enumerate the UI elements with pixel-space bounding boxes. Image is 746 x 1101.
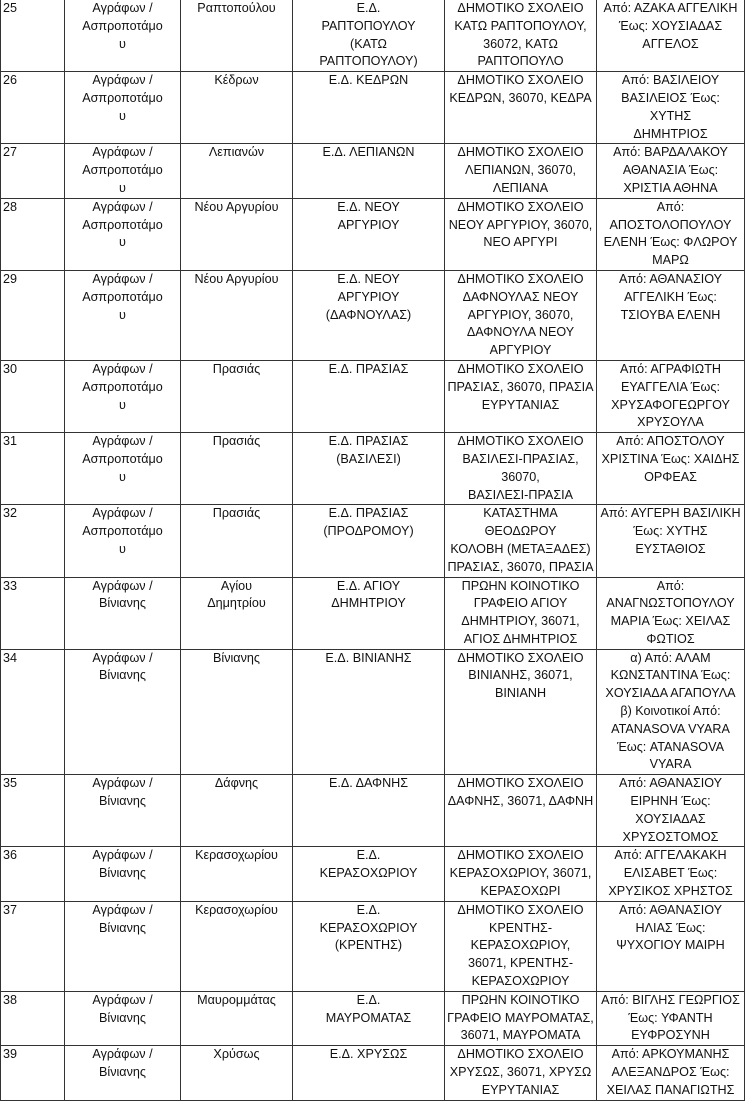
electoral-unit-cell: Ε.Δ. ΝΕΟΥ ΑΡΓΥΡΙΟΥ (ΔΑΦΝΟΥΛΑΣ) [293,270,445,360]
municipality-cell: Αγράφων / Ασπροποτάμο υ [65,144,181,198]
table-row [1,991,745,1045]
community-cell: Πρασιάς [181,505,293,577]
voter-range-cell: Από: ΒΙΓΛΗΣ ΓΕΩΡΓΙΟΣ Έως: ΥΦΑΝΤΗ ΕΥΦΡΟΣΥΝΗ [597,991,745,1045]
voter-range-cell: Από: ΒΑΣΙΛΕΙΟΥ ΒΑΣΙΛΕΙΟΣ Έως: ΧΥΤΗΣ ΔΗΜΗΤΡΙΟΣ [597,72,745,144]
polling-address-cell: ΠΡΩΗΝ ΚΟΙΝΟΤΙΚΟ ΓΡΑΦΕΙΟ ΜΑΥΡΟΜΑΤΑΣ, 36071, ΜΑΥΡΟΜΑΤΑ [445,991,597,1045]
electoral-unit-cell: Ε.Δ. ΚΕΡΑΣΟΧΩΡΙΟΥ [293,847,445,901]
electoral-unit-cell: Ε.Δ. ΡΑΠΤΟΠΟΥΛΟΥ (ΚΑΤΩ ΡΑΠΤΟΠΟΥΛΟΥ) [293,0,445,72]
community-cell: Νέου Αργυρίου [181,198,293,270]
table-row [1,72,745,144]
community-cell: Κερασοχωρίου [181,901,293,991]
row-number: 35 [1,775,65,847]
row-number: 32 [1,505,65,577]
table-body [1,0,745,1100]
row-number: 36 [1,847,65,901]
voter-range-cell: Από: ΑΠΟΣΤΟΛΟΥ ΧΡΙΣΤΙΝΑ Έως: ΧΑΙΔΗΣ ΟΡΦΕΑΣ [597,433,745,505]
polling-address-cell: ΔΗΜΟΤΙΚΟ ΣΧΟΛΕΙΟ ΚΕΔΡΩΝ, 36070, ΚΕΔΡΑ [445,72,597,144]
municipality-cell: Αγράφων / Ασπροποτάμο υ [65,270,181,360]
row-number: 28 [1,198,65,270]
row-number: 31 [1,433,65,505]
community-cell: Κερασοχωρίου [181,847,293,901]
voter-range-cell: Από: ΑΓΡΑΦΙΩΤΗ ΕΥΑΓΓΕΛΙΑ Έως: ΧΡΥΣΑΦΟΓΕΩΡΓΟΥ ΧΡΥΣΟΥΛΑ [597,360,745,432]
row-number: 38 [1,991,65,1045]
voter-range-cell: Από: ΑΡΚΟΥΜΑΝΗΣ ΑΛΕΞΑΝΔΡΟΣ Έως: ΧΕΙΛΑΣ ΠΑΝΑΓΙΩΤΗΣ [597,1046,745,1100]
municipality-cell: Αγράφων / Βίνιανης [65,1046,181,1100]
municipality-cell: Αγράφων / Βίνιανης [65,991,181,1045]
polling-address-cell: ΔΗΜΟΤΙΚΟ ΣΧΟΛΕΙΟ ΚΕΡΑΣΟΧΩΡΙΟΥ, 36071, ΚΕΡΑΣΟΧΩΡΙ [445,847,597,901]
electoral-unit-cell: Ε.Δ. ΠΡΑΣΙΑΣ (ΠΡΟΔΡΟΜΟΥ) [293,505,445,577]
electoral-unit-cell: Ε.Δ. ΠΡΑΣΙΑΣ [293,360,445,432]
polling-address-cell: ΠΡΩΗΝ ΚΟΙΝΟΤΙΚΟ ΓΡΑΦΕΙΟ ΑΓΙΟΥ ΔΗΜΗΤΡΙΟΥ, 36071, ΑΓΙΟΣ ΔΗΜΗΤΡΙΟΣ [445,577,597,649]
voter-range-cell: Από: ΑΘΑΝΑΣΙΟΥ ΑΓΓΕΛΙΚΗ Έως: ΤΣΙΟΥΒΑ ΕΛΕΝΗ [597,270,745,360]
polling-address-cell: ΔΗΜΟΤΙΚΟ ΣΧΟΛΕΙΟ ΔΑΦΝΗΣ, 36071, ΔΑΦΝΗ [445,775,597,847]
community-cell: Δάφνης [181,775,293,847]
polling-address-cell: ΔΗΜΟΤΙΚΟ ΣΧΟΛΕΙΟ ΚΑΤΩ ΡΑΠΤΟΠΟΥΛΟΥ, 36072, ΚΑΤΩ ΡΑΠΤΟΠΟΥΛΟ [445,0,597,72]
table-row [1,433,745,505]
table-row [1,270,745,360]
electoral-unit-cell: Ε.Δ. ΔΑΦΝΗΣ [293,775,445,847]
electoral-unit-cell: Ε.Δ. ΚΕΡΑΣΟΧΩΡΙΟΥ (ΚΡΕΝΤΗΣ) [293,901,445,991]
community-cell: Κέδρων [181,72,293,144]
polling-address-cell: ΔΗΜΟΤΙΚΟ ΣΧΟΛΕΙΟ ΚΡΕΝΤΗΣ-ΚΕΡΑΣΟΧΩΡΙΟΥ, 36071, ΚΡΕΝΤΗΣ- ΚΕΡΑΣΟΧΩΡΙΟΥ [445,901,597,991]
community-cell: Μαυρομμάτας [181,991,293,1045]
electoral-unit-cell: Ε.Δ. ΚΕΔΡΩΝ [293,72,445,144]
voter-range-cell: Από: ΒΑΡΔΑΛΑΚΟΥ ΑΘΑΝΑΣΙΑ Έως: ΧΡΙΣΤΙΑ ΑΘΗΝΑ [597,144,745,198]
row-number: 39 [1,1046,65,1100]
row-number: 30 [1,360,65,432]
polling-address-cell: ΔΗΜΟΤΙΚΟ ΣΧΟΛΕΙΟ ΔΑΦΝΟΥΛΑΣ ΝΕΟΥ ΑΡΓΥΡΙΟΥ, 36070, ΔΑΦΝΟΥΛΑ ΝΕΟΥ ΑΡΓΥΡΙΟΥ [445,270,597,360]
polling-address-cell: ΔΗΜΟΤΙΚΟ ΣΧΟΛΕΙΟ ΠΡΑΣΙΑΣ, 36070, ΠΡΑΣΙΑ ΕΥΡΥΤΑΝΙΑΣ [445,360,597,432]
municipality-cell: Αγράφων / Βίνιανης [65,901,181,991]
community-cell: Λεπιανών [181,144,293,198]
table-row [1,577,745,649]
polling-address-cell: ΔΗΜΟΤΙΚΟ ΣΧΟΛΕΙΟ ΧΡΥΣΩΣ, 36071, ΧΡΥΣΩ ΕΥΡΥΤΑΝΙΑΣ [445,1046,597,1100]
table-row [1,505,745,577]
municipality-cell: Αγράφων / Βίνιανης [65,649,181,775]
voter-range-cell: Από: ΑΠΟΣΤΟΛΟΠΟΥΛΟΥ ΕΛΕΝΗ Έως: ΦΛΩΡΟΥ ΜΑΡΩ [597,198,745,270]
table-row [1,901,745,991]
municipality-cell: Αγράφων / Βίνιανης [65,577,181,649]
electoral-unit-cell: Ε.Δ. ΑΓΙΟΥ ΔΗΜΗΤΡΙΟΥ [293,577,445,649]
polling-address-cell: ΚΑΤΑΣΤΗΜΑ ΘΕΟΔΩΡΟΥ ΚΟΛΟΒΗ (ΜΕΤΑΞΑΔΕΣ) ΠΡΑΣΙΑΣ, 36070, ΠΡΑΣΙΑ [445,505,597,577]
community-cell: Πρασιάς [181,360,293,432]
table-row [1,649,745,775]
table-row [1,144,745,198]
community-cell: Νέου Αργυρίου [181,270,293,360]
electoral-unit-cell: Ε.Δ. ΒΙΝΙΑΝΗΣ [293,649,445,775]
row-number: 34 [1,649,65,775]
voter-range-cell: Από: ΑΓΓΕΛΑΚΑΚΗ ΕΛΙΣΑΒΕΤ Έως: ΧΡΥΣΙΚΟΣ ΧΡΗΣΤΟΣ [597,847,745,901]
municipality-cell: Αγράφων / Ασπροποτάμο υ [65,505,181,577]
voter-range-cell: Από: ΑΖΑΚΑ ΑΓΓΕΛΙΚΗ Έως: ΧΟΥΣΙΑΔΑΣ ΑΓΓΕΛΟΣ [597,0,745,72]
table-row [1,198,745,270]
community-cell: Αγίου Δημητρίου [181,577,293,649]
voter-range-cell: Από: ΑΘΑΝΑΣΙΟΥ ΗΛΙΑΣ Έως: ΨΥΧΟΓΙΟΥ ΜΑΙΡΗ [597,901,745,991]
electoral-unit-cell: Ε.Δ. ΛΕΠΙΑΝΩΝ [293,144,445,198]
voter-range-cell: α) Από: ΑΛΑΜ ΚΩΝΣΤΑΝΤΙΝΑ Έως: ΧΟΥΣΙΑΔΑ ΑΓΑΠΟΥΛΑ β) Κοινοτικοί Από: ATANASOVA VYARA Έως: ATANASOVA VYARA [597,649,745,775]
table-row [1,775,745,847]
electoral-unit-cell: Ε.Δ. ΧΡΥΣΩΣ [293,1046,445,1100]
municipality-cell: Αγράφων / Βίνιανης [65,847,181,901]
municipality-cell: Αγράφων / Ασπροποτάμο υ [65,0,181,72]
electoral-unit-cell: Ε.Δ. ΠΡΑΣΙΑΣ (ΒΑΣΙΛΕΣΙ) [293,433,445,505]
municipality-cell: Αγράφων / Ασπροποτάμο υ [65,72,181,144]
municipality-cell: Αγράφων / Βίνιανης [65,775,181,847]
municipality-cell: Αγράφων / Ασπροποτάμο υ [65,360,181,432]
voter-range-cell: Από: ΑΘΑΝΑΣΙΟΥ ΕΙΡΗΝΗ Έως: ΧΟΥΣΙΑΔΑΣ ΧΡΥΣΟΣΤΟΜΟΣ [597,775,745,847]
polling-address-cell: ΔΗΜΟΤΙΚΟ ΣΧΟΛΕΙΟ ΒΙΝΙΑΝΗΣ, 36071, ΒΙΝΙΑΝΗ [445,649,597,775]
table-row [1,360,745,432]
voter-range-cell: Από: ΑΥΓΕΡΗ ΒΑΣΙΛΙΚΗ Έως: ΧΥΤΗΣ ΕΥΣΤΑΘΙΟΣ [597,505,745,577]
table-row [1,0,745,72]
table-row [1,847,745,901]
polling-address-cell: ΔΗΜΟΤΙΚΟ ΣΧΟΛΕΙΟ ΝΕΟΥ ΑΡΓΥΡΙΟΥ, 36070, ΝΕΟ ΑΡΓΥΡΙ [445,198,597,270]
table-row [1,1046,745,1100]
polling-address-cell: ΔΗΜΟΤΙΚΟ ΣΧΟΛΕΙΟ ΛΕΠΙΑΝΩΝ, 36070, ΛΕΠΙΑΝΑ [445,144,597,198]
electoral-unit-cell: Ε.Δ. ΜΑΥΡΟΜΑΤΑΣ [293,991,445,1045]
electoral-unit-cell: Ε.Δ. ΝΕΟΥ ΑΡΓΥΡΙΟΥ [293,198,445,270]
row-number: 37 [1,901,65,991]
row-number: 27 [1,144,65,198]
row-number: 29 [1,270,65,360]
community-cell: Χρύσως [181,1046,293,1100]
municipality-cell: Αγράφων / Ασπροποτάμο υ [65,433,181,505]
community-cell: Βίνιανης [181,649,293,775]
polling-address-cell: ΔΗΜΟΤΙΚΟ ΣΧΟΛΕΙΟ ΒΑΣΙΛΕΣΙ-ΠΡΑΣΙΑΣ, 36070, ΒΑΣΙΛΕΣΙ-ΠΡΑΣΙΑ [445,433,597,505]
voter-range-cell: Από: ΑΝΑΓΝΩΣΤΟΠΟΥΛΟΥ ΜΑΡΙΑ Έως: ΧΕΙΛΑΣ ΦΩΤΙΟΣ [597,577,745,649]
row-number: 25 [1,0,65,72]
municipality-cell: Αγράφων / Ασπροποτάμο υ [65,198,181,270]
row-number: 33 [1,577,65,649]
row-number: 26 [1,72,65,144]
community-cell: Ραπτοπούλου [181,0,293,72]
community-cell: Πρασιάς [181,433,293,505]
